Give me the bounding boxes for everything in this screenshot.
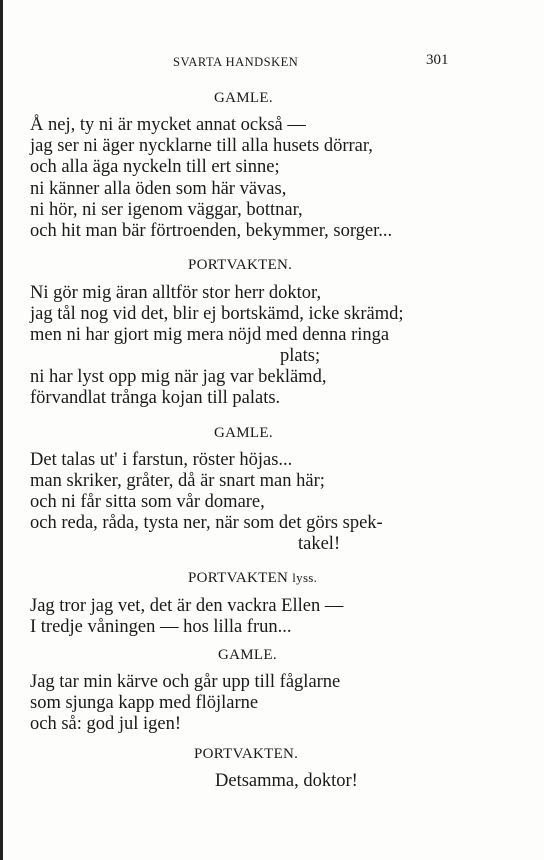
verse-line-continuation: takel! [298,534,341,554]
verse-line: Ni gör mig äran alltför stor herr doktor, [30,283,322,303]
verse-line: och reda, råda, tysta ner, när som det görs spek- [30,513,383,533]
verse-line: jag tål nog vid det, blir ej bortskämd, icke skrämd; [30,304,404,324]
verse-line: jag ser ni äger nycklarne till alla husets dörrar, [30,136,373,156]
speaker-name [188,570,317,587]
speaker-name: GAMLE. [214,90,273,106]
speaker-name: GAMLE. [218,647,277,663]
verse-line: ni hör, ni ser igenom väggar, bottnar, [30,200,303,220]
verse-line: och så: god jul igen! [30,714,182,734]
verse-line: Detsamma, doktor! [215,771,358,791]
verse-line-continuation: plats; [280,346,321,366]
verse-line: och hit man bär förtroenden, bekymmer, sorger... [30,221,393,241]
speaker-name: PORTVAKTEN. [188,257,293,273]
page-number: 301 [426,52,449,68]
verse-line: Jag tror jag vet, det är den vackra Ellen — [30,596,344,616]
verse-line: och alla äga nyckeln till ert sinne; [30,157,280,177]
speaker-name: PORTVAKTEN. [194,746,299,762]
verse-line: I tredje våningen — hos lilla frun... [30,617,292,637]
verse-line: som sjunga kapp med flöjlarne [30,693,259,713]
speaker-label: PORTVAKTEN [188,570,289,586]
verse-line: förvandlat trånga kojan till palats. [30,388,281,408]
verse-line: ni har lyst opp mig när jag var beklämd, [30,367,327,387]
verse-line: man skriker, gråter, då är snart man här; [30,471,325,491]
stage-direction: lyss. [292,570,318,585]
verse-line: men ni har gjort mig mera nöjd med denna ringa [30,325,390,345]
running-title: SVARTA HANDSKEN [173,55,299,69]
page-edge-rule [0,0,3,860]
speaker-name: GAMLE. [214,425,273,441]
verse-line: Det talas ut' i farstun, röster höjas... [30,450,293,470]
verse-line: Jag tar min kärve och går upp till fåglarne [30,672,341,692]
verse-line: ni känner alla öden som här vävas, [30,179,287,199]
verse-line: Å nej, ty ni är mycket annat också — [30,115,306,135]
verse-line: och ni får sitta som vår domare, [30,492,265,512]
